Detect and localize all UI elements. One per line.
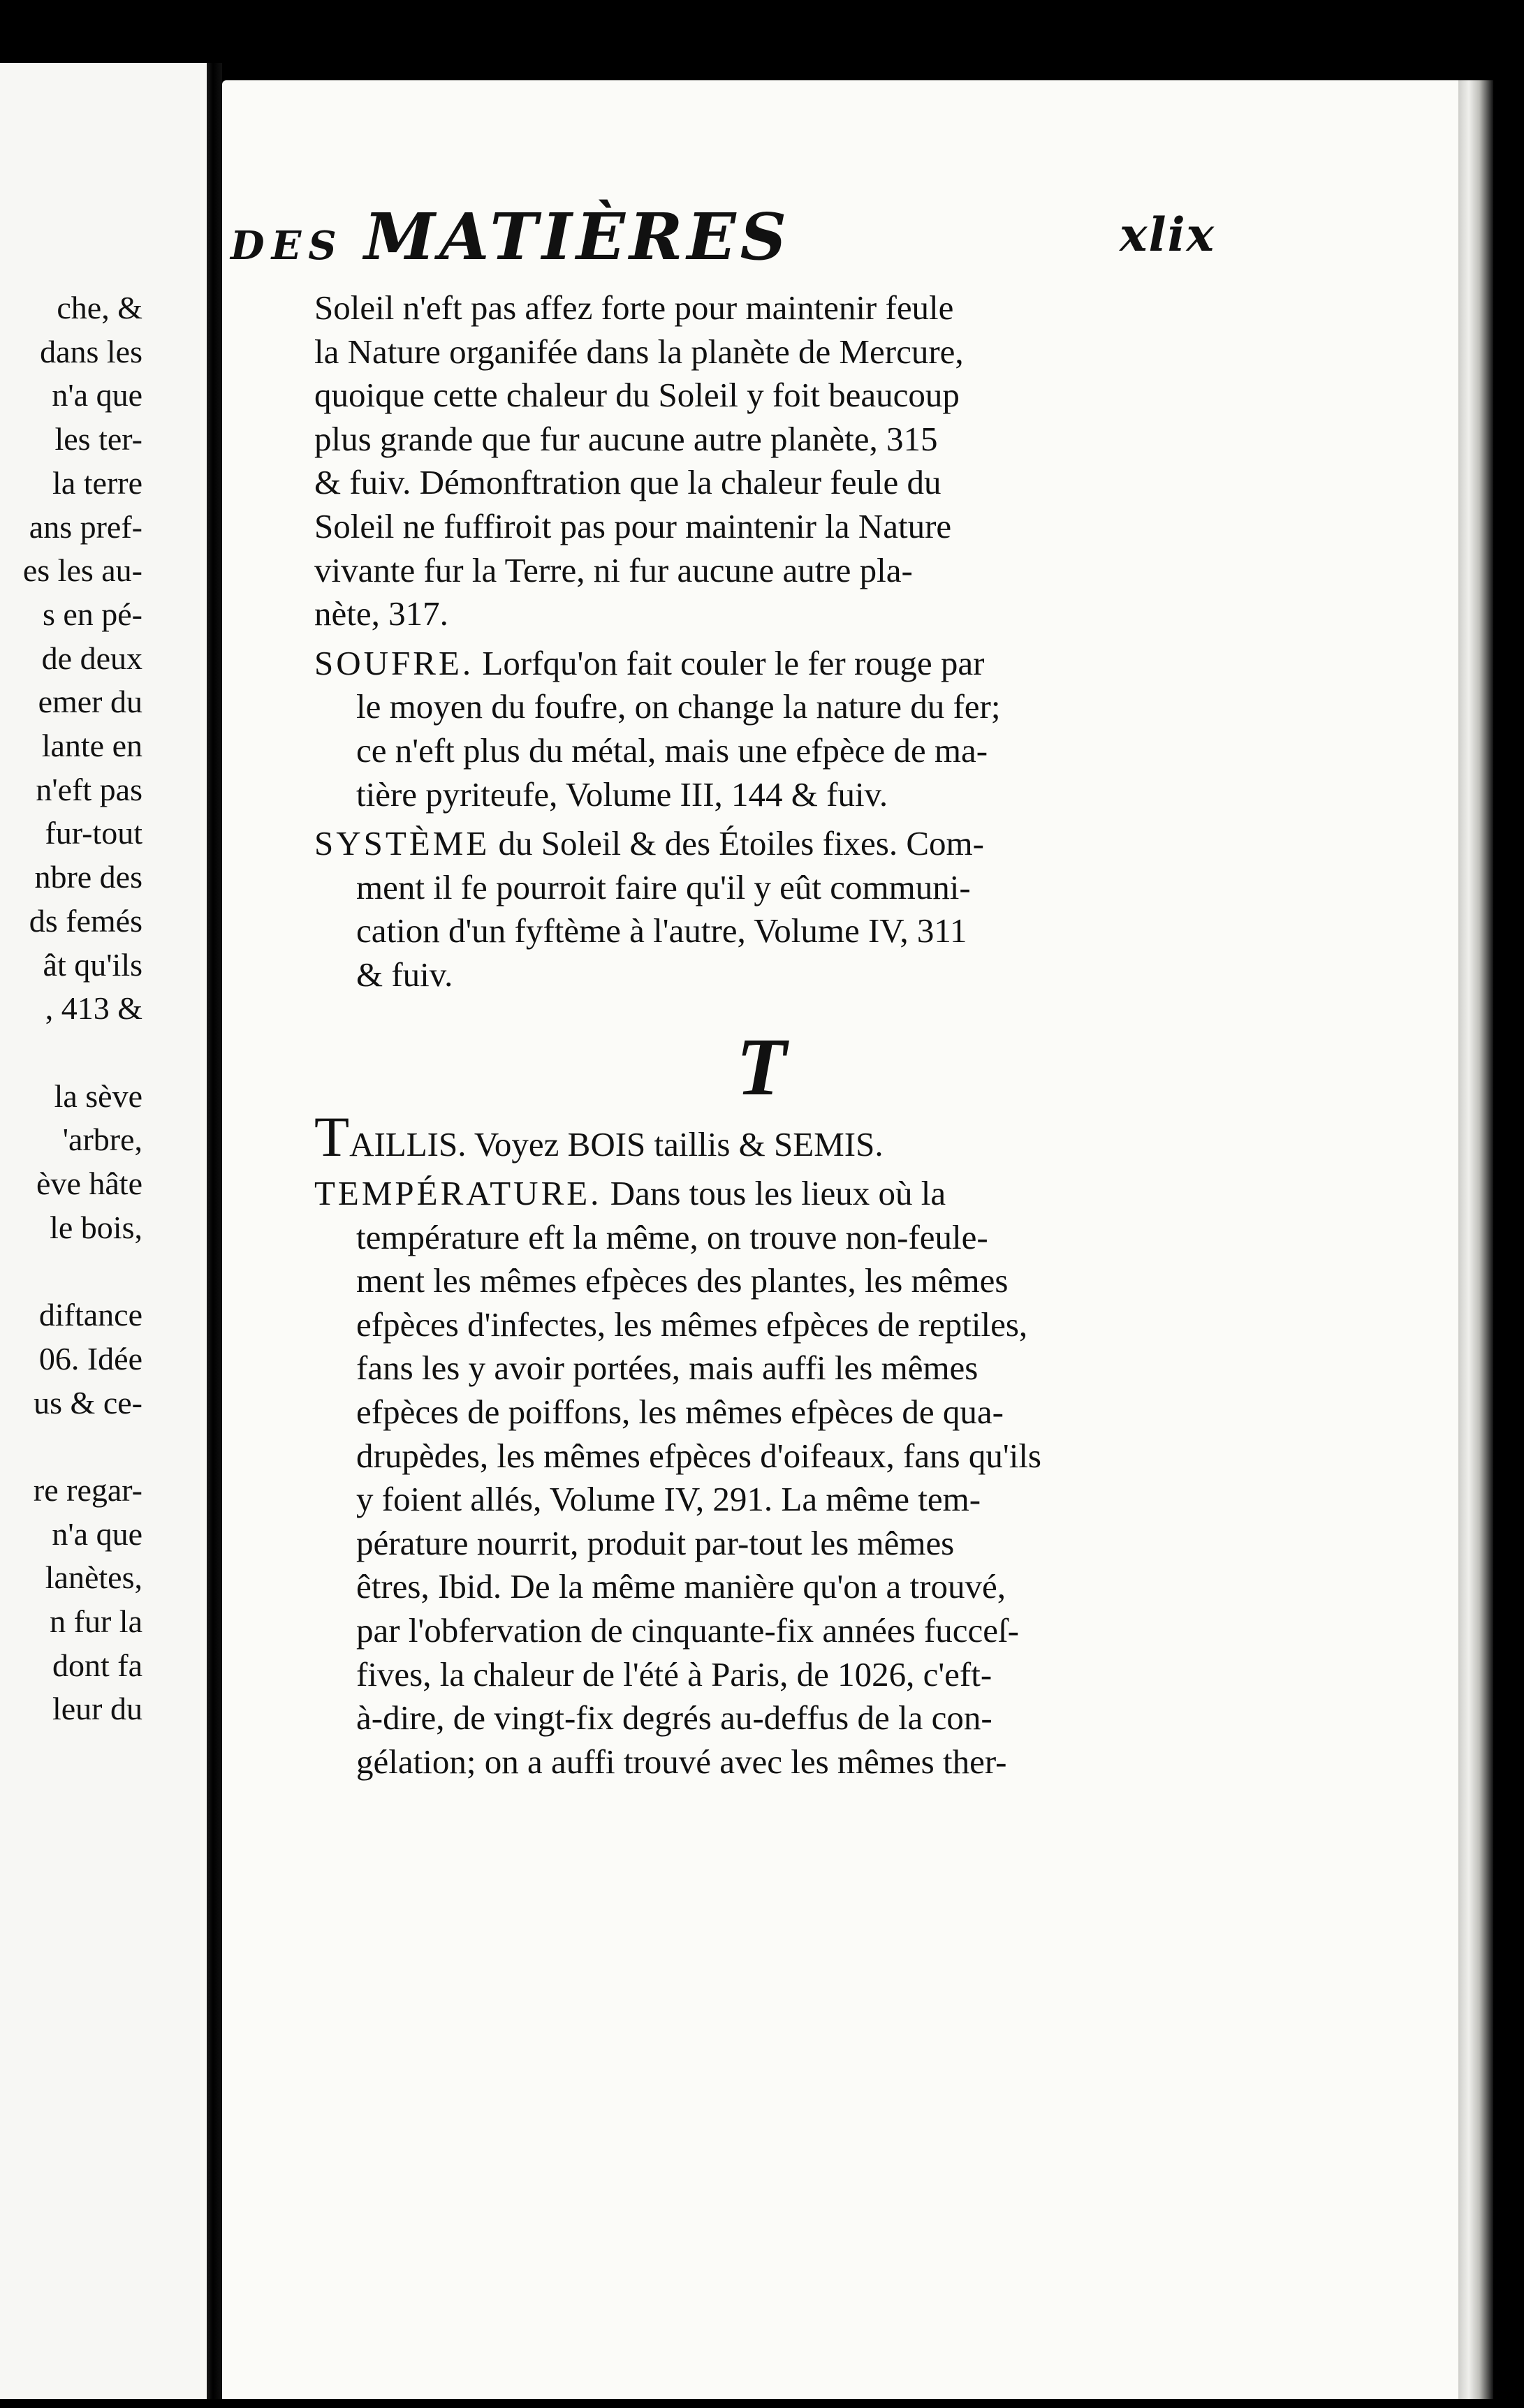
text-line: la sève — [54, 1078, 142, 1114]
text-line: & fuiv. Démonftration que la chaleur feule du — [314, 463, 941, 502]
text-line: Soleil ne fuffiroit pas pour maintenir la Nature — [314, 506, 952, 545]
text-line: gélation; on a auffi trouvé avec les mêmes ther- — [356, 1742, 1007, 1781]
text-line: la terre — [52, 464, 142, 501]
text-line: êtres, Ibid. De la même manière qu'on a trouvé, — [356, 1567, 1006, 1606]
text-line: & fuiv. — [356, 955, 453, 994]
text-line: 06. Idée — [38, 1340, 142, 1376]
text-line: nbre des — [34, 859, 142, 895]
text-line: fans les y avoir portées, mais auffi les mêmes — [356, 1349, 979, 1388]
text-line: ans pref- — [29, 508, 142, 545]
text-line: dont fa — [52, 1647, 142, 1683]
text-line: 'arbre, — [62, 1122, 142, 1158]
text-line: tière pyriteufe, Volume III, 144 & fuiv. — [356, 774, 888, 814]
text-line: ment il fe pourroit faire qu'il y eût communi- — [356, 867, 971, 906]
entry-first-line — [314, 642, 1208, 686]
text-line: es les au- — [22, 552, 142, 589]
entry-temperature — [314, 1172, 1208, 1784]
entry-text: AILLIS. Voyez BOIS taillis & SEMIS. — [349, 1124, 884, 1163]
text-line: quoique cette chaleur du Soleil y foit beaucoup — [314, 376, 960, 415]
text-line — [0, 1249, 142, 1293]
entry-soufre — [314, 642, 1208, 816]
text-line: le bois, — [50, 1209, 142, 1245]
text-line: efpèces d'infectes, les mêmes efpèces de reptiles, — [356, 1305, 1028, 1344]
index-text — [314, 286, 1208, 1784]
text-line: ât qu'ils — [43, 946, 142, 983]
text-line: n'a que — [52, 377, 142, 413]
section-letter: T — [735, 1020, 787, 1113]
running-head — [230, 199, 1215, 274]
text-line: cation d'un fyftème à l'autre, Volume IV, 311 — [356, 911, 967, 950]
entry-text: Dans tous les lieux où la — [601, 1174, 946, 1213]
running-head-main: MATIÈRES — [364, 199, 791, 274]
headword: SYSTÈME — [314, 824, 490, 863]
text-line: ment les mêmes efpèces des plantes, les mêmes — [356, 1261, 1009, 1300]
text-line — [0, 1031, 142, 1075]
text-line: y foient allés, Volume IV, 291. La même tem- — [356, 1480, 981, 1519]
text-line: fur-tout — [45, 815, 142, 851]
text-line: lanètes, — [45, 1559, 142, 1596]
text-line: fives, la chaleur de l'été à Paris, de 1026, c'eft- — [356, 1654, 992, 1694]
text-line: Soleil n'eft pas affez forte pour maintenir feule — [314, 288, 954, 327]
entry-systeme — [314, 822, 1208, 997]
previous-page — [0, 63, 207, 2399]
previous-page-text — [0, 286, 142, 1731]
entry-text: du Soleil & des Étoiles fixes. Com- — [490, 824, 984, 863]
running-head-prefix: DES — [230, 223, 344, 269]
book-gutter — [207, 63, 222, 2399]
text-line: drupèdes, les mêmes efpèces d'oifeaux, fans qu'ils — [356, 1436, 1042, 1475]
entry-soleil-continuation — [314, 286, 1208, 636]
text-line: par l'obfervation de cinquante-fix années fucceſ- — [356, 1611, 1019, 1650]
text-line: s en pé- — [42, 596, 142, 632]
entry-first-line — [314, 1172, 1208, 1216]
text-line: à-dire, de vingt-fix degrés au-deffus de la con- — [356, 1698, 992, 1738]
text-line: vivante fur la Terre, ni fur aucune autre pla- — [314, 550, 913, 589]
text-line: n'eft pas — [36, 771, 142, 807]
text-line — [0, 1425, 142, 1469]
page-number: xlix — [1120, 207, 1215, 262]
text-line: de deux — [41, 640, 142, 676]
entry-first-line — [314, 822, 1208, 866]
entry-taillis — [314, 1104, 1208, 1168]
page-edge — [1458, 80, 1493, 2399]
text-line: nète, 317. — [314, 594, 448, 633]
text-line: emer du — [38, 684, 142, 720]
headword: SOUFRE. — [314, 643, 474, 682]
text-line: ce n'eft plus du métal, mais une efpèce de ma- — [356, 731, 988, 770]
text-line: pérature nourrit, produit par-tout les mêmes — [356, 1523, 955, 1562]
text-line: les ter- — [54, 421, 142, 457]
dropcap: T — [314, 1104, 350, 1168]
headword: TEMPÉRATURE. — [314, 1174, 602, 1213]
text-line: n fur la — [50, 1603, 142, 1640]
text-line: ève hâte — [36, 1166, 142, 1202]
text-line: diftance — [38, 1297, 142, 1333]
text-line: n'a que — [52, 1515, 142, 1552]
text-line: ds femés — [29, 902, 142, 939]
text-line: température eft la même, on trouve non-feule- — [356, 1217, 988, 1256]
text-line: us & ce- — [34, 1384, 142, 1420]
text-line: plus grande que fur aucune autre planète, 315 — [314, 419, 938, 458]
text-line: re regar- — [33, 1471, 142, 1508]
text-line: la Nature organifée dans la planète de Mercure, — [314, 332, 964, 371]
text-line: leur du — [52, 1691, 142, 1727]
text-line: lante en — [41, 728, 142, 764]
text-line: , 413 & — [45, 990, 142, 1027]
entry-text: Lorfqu'on fait couler le fer rouge par — [474, 643, 985, 682]
text-line: le moyen du foufre, on change la nature du fer; — [356, 687, 1001, 726]
text-line: efpèces de poiffons, les mêmes efpèces de qua- — [356, 1393, 1004, 1432]
running-head-title — [230, 199, 791, 274]
text-line: che, & — [57, 290, 142, 325]
text-line: dans les — [40, 333, 142, 369]
